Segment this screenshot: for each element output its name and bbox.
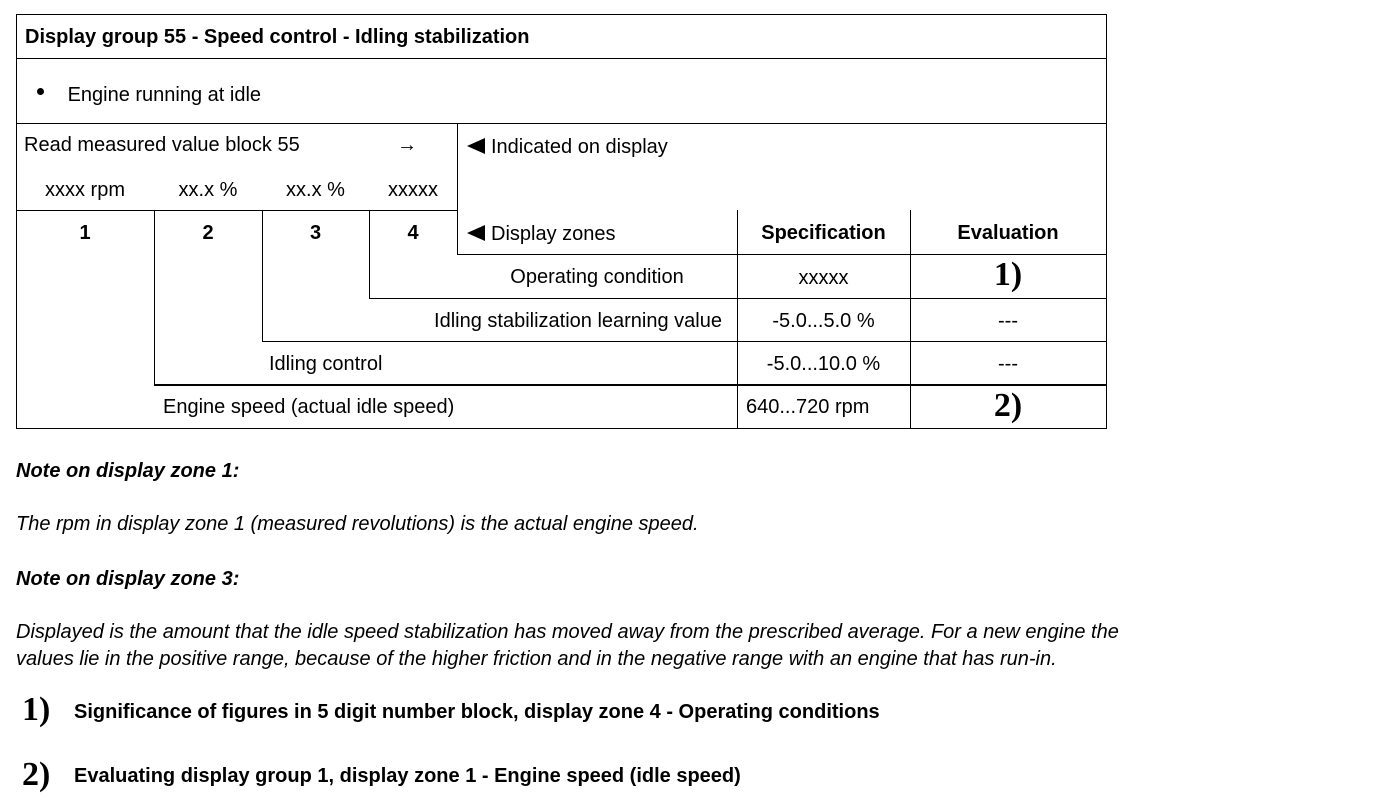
note-3-heading: Note on display zone 3: [16,568,240,590]
zone-value-1: xxxx rpm [45,179,125,201]
zone-number-1: 1 [79,222,91,244]
zone-number-2: 2 [202,222,214,244]
indicated-label: Indicated on display [491,136,668,158]
left-triangle-icon [467,225,485,241]
page-title: Display group 55 - Speed control - Idling stabilization [25,26,530,48]
row-eval-idling-control: --- [998,353,1018,375]
row-label-learning-value: Idling stabilization learning value [434,310,722,332]
zone-value-2: xx.x % [178,179,238,201]
bullet-icon [37,88,44,95]
zone-value-4: xxxxx [388,179,438,201]
condition-line [37,83,261,107]
zone-value-3: xx.x % [286,179,345,201]
row-spec-operating-condition: xxxxx [798,267,849,289]
row-label-idling-control: Idling control [269,353,383,375]
row-label-operating-condition: Operating condition [510,266,684,288]
note-1-heading: Note on display zone 1: [16,460,240,482]
condition-text: Engine running at idle [67,84,262,106]
footnote-2-text: Evaluating display group 1, display zone 1 - Engine speed (idle speed) [74,765,741,787]
evaluation-header: Evaluation [957,222,1059,244]
read-block-label: Read measured value block 55 [24,134,300,156]
zone-number-4: 4 [407,222,419,244]
footnote-1-marker: 1) [22,691,51,728]
display-zones-header [467,222,616,246]
specification-header: Specification [761,222,886,244]
row-eval-operating-condition: 1) [993,256,1023,293]
row-spec-engine-speed: 640...720 rpm [746,396,870,418]
note-1-text: The rpm in display zone 1 (measured revolutions) is the actual engine speed. [16,513,699,535]
row-eval-learning-value: --- [998,310,1018,332]
left-triangle-icon [467,138,485,154]
row-spec-idling-control: -5.0...10.0 % [766,353,881,375]
note-3-text-line1: Displayed is the amount that the idle speed stabilization has moved away from the prescribed average. For a new engine the [16,621,1119,643]
display-zones-label: Display zones [491,223,616,245]
footnote-2-marker: 2) [22,756,51,793]
row-spec-learning-value: -5.0...5.0 % [772,310,875,332]
zone-number-3: 3 [309,222,322,244]
footnote-1-text: Significance of figures in 5 digit number block, display zone 4 - Operating conditions [74,701,880,723]
row-label-engine-speed: Engine speed (actual idle speed) [163,396,455,418]
indicated-on-display [467,135,668,159]
right-arrow-icon: → [397,134,417,156]
note-3-text-line2: values lie in the positive range, because of the higher friction and in the negative range with an engine that has run-in. [16,648,1057,670]
row-eval-engine-speed: 2) [993,387,1023,424]
